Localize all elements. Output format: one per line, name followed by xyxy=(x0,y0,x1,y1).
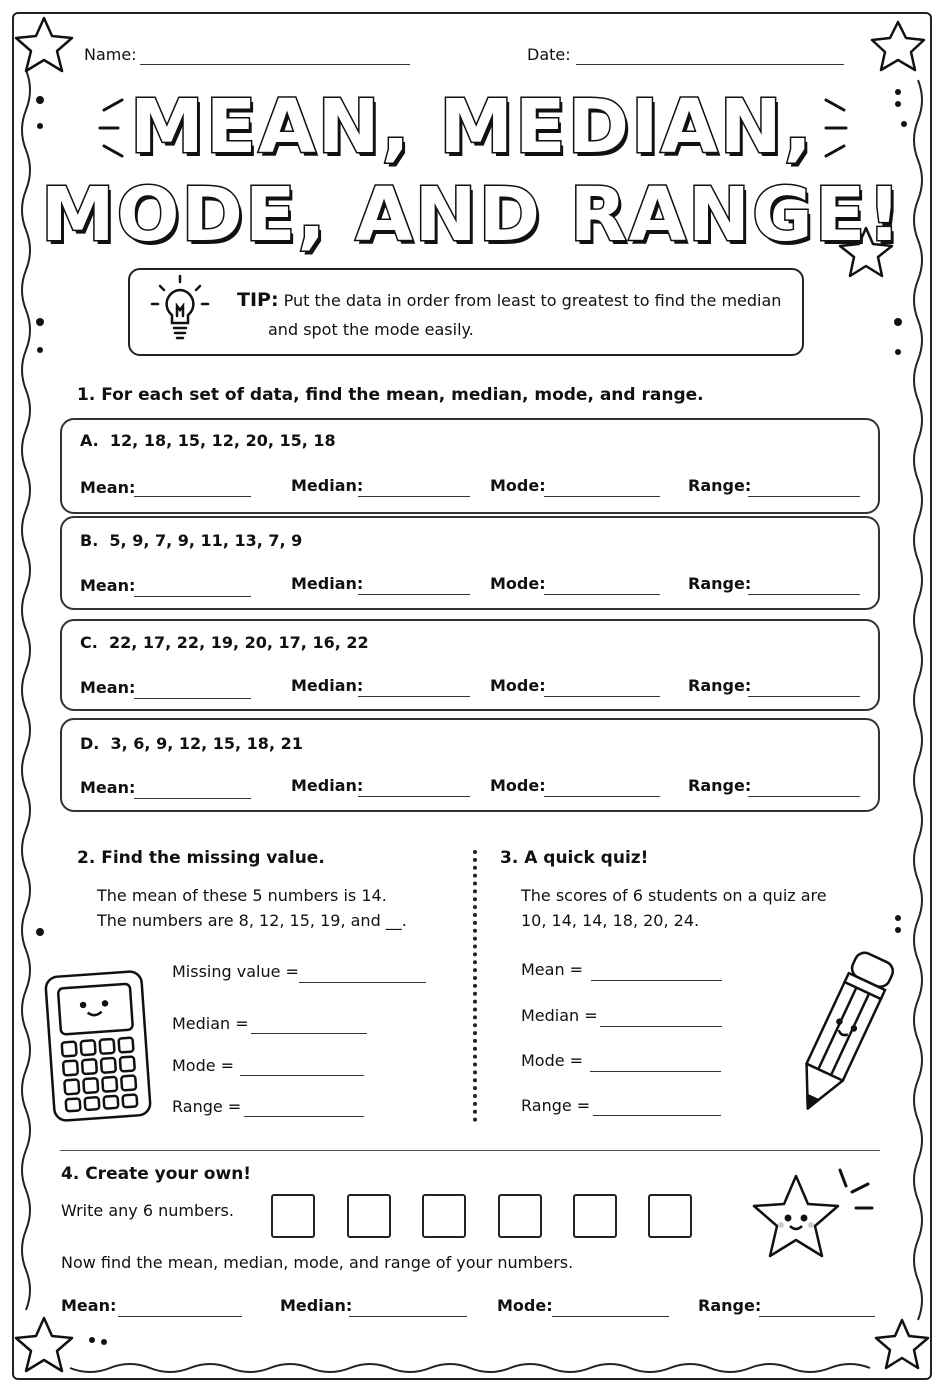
range-label: Range: xyxy=(688,776,752,795)
q3-mean-label: Mean = xyxy=(521,960,584,979)
tip-text-line-2: and spot the mode easily. xyxy=(268,320,474,339)
q2-mode-label: Mode = xyxy=(172,1056,235,1075)
missing-value-label: Missing value = xyxy=(172,962,299,981)
q2-range-label: Range = xyxy=(172,1097,242,1116)
q2-median-field[interactable] xyxy=(251,1033,367,1034)
name-label: Name: xyxy=(84,45,137,64)
q3-median-label: Median = xyxy=(521,1006,598,1025)
median-label: Median: xyxy=(291,476,364,495)
question-2-text-2: The numbers are 8, 12, 15, 19, and __. xyxy=(97,911,407,930)
mean-label: Mean: xyxy=(80,778,136,797)
question-2-text-1: The mean of these 5 numbers is 14. xyxy=(97,886,387,905)
missing-value-field[interactable] xyxy=(299,982,426,983)
number-box-2[interactable] xyxy=(347,1194,391,1238)
data-set-a: A. 12, 18, 15, 12, 20, 15, 18 xyxy=(80,431,336,450)
mean-label: Mean: xyxy=(80,576,136,595)
number-box-6[interactable] xyxy=(648,1194,692,1238)
q4-mode-label: Mode: xyxy=(497,1296,553,1315)
set-b-mean-field[interactable] xyxy=(134,596,251,597)
mean-label: Mean: xyxy=(80,478,136,497)
q4-range-label: Range: xyxy=(698,1296,762,1315)
date-label: Date: xyxy=(527,45,571,64)
wavy-border-bottom xyxy=(70,1364,870,1372)
q2-range-field[interactable] xyxy=(244,1116,364,1117)
q3-mode-label: Mode = xyxy=(521,1051,584,1070)
question-4-text: Now find the mean, median, mode, and range of your numbers. xyxy=(61,1253,574,1272)
median-label: Median: xyxy=(291,676,364,695)
set-a-mean-field[interactable] xyxy=(134,496,251,497)
smiling-star-icon xyxy=(748,1170,844,1266)
data-set-b: B. 5, 9, 7, 9, 11, 13, 7, 9 xyxy=(80,531,303,550)
question-4-title: 4. Create your own! xyxy=(61,1164,252,1184)
q3-median-field[interactable] xyxy=(600,1026,722,1027)
range-label: Range: xyxy=(688,676,752,695)
number-box-4[interactable] xyxy=(498,1194,542,1238)
median-label: Median: xyxy=(291,574,364,593)
set-d-mean-field[interactable] xyxy=(134,798,251,799)
q3-range-field[interactable] xyxy=(593,1115,721,1116)
set-d-mode-field[interactable] xyxy=(544,796,660,797)
q2-median-label: Median = xyxy=(172,1014,249,1033)
q2-mode-field[interactable] xyxy=(240,1075,364,1076)
calculator-icon xyxy=(44,968,154,1124)
set-a-range-field[interactable] xyxy=(748,496,860,497)
section-separator xyxy=(60,1150,880,1151)
question-2-title: 2. Find the missing value. xyxy=(77,848,325,868)
set-a-mode-field[interactable] xyxy=(544,496,660,497)
q4-mode-field[interactable] xyxy=(552,1316,669,1317)
name-field[interactable] xyxy=(140,64,410,65)
q3-mode-field[interactable] xyxy=(590,1071,721,1072)
range-label: Range: xyxy=(688,574,752,593)
q3-range-label: Range = xyxy=(521,1096,591,1115)
set-b-median-field[interactable] xyxy=(358,594,470,595)
mode-label: Mode: xyxy=(490,676,546,695)
tip-text-line-1: Put the data in order from least to greatest to find the median xyxy=(283,291,782,310)
q4-median-label: Median: xyxy=(280,1296,353,1315)
set-b-range-field[interactable] xyxy=(748,594,860,595)
page-title-line-1: MEAN, MEDIAN, xyxy=(130,84,814,170)
number-box-3[interactable] xyxy=(422,1194,466,1238)
set-b-mode-field[interactable] xyxy=(544,594,660,595)
q3-mean-field[interactable] xyxy=(591,980,722,981)
set-c-mean-field[interactable] xyxy=(134,698,251,699)
q4-mean-label: Mean: xyxy=(61,1296,117,1315)
date-field[interactable] xyxy=(576,64,844,65)
set-d-range-field[interactable] xyxy=(748,796,860,797)
question-3-title: 3. A quick quiz! xyxy=(500,848,649,868)
mode-label: Mode: xyxy=(490,776,546,795)
mode-label: Mode: xyxy=(490,574,546,593)
set-a-median-field[interactable] xyxy=(358,496,470,497)
question-4-instruction: Write any 6 numbers. xyxy=(61,1201,234,1220)
set-c-range-field[interactable] xyxy=(748,696,860,697)
q4-range-field[interactable] xyxy=(759,1316,875,1317)
question-3-text-1: The scores of 6 students on a quiz are xyxy=(521,886,827,905)
pencil-icon xyxy=(790,946,894,1124)
wavy-border-right xyxy=(914,80,922,1320)
number-box-1[interactable] xyxy=(271,1194,315,1238)
range-label: Range: xyxy=(688,476,752,495)
number-box-5[interactable] xyxy=(573,1194,617,1238)
q4-mean-field[interactable] xyxy=(118,1316,242,1317)
question-3-text-2: 10, 14, 14, 18, 20, 24. xyxy=(521,911,700,930)
tip-label: TIP: xyxy=(237,289,279,311)
mode-label: Mode: xyxy=(490,476,546,495)
section-divider xyxy=(473,850,477,1122)
set-c-median-field[interactable] xyxy=(358,696,470,697)
data-set-d: D. 3, 6, 9, 12, 15, 18, 21 xyxy=(80,734,303,753)
set-c-mode-field[interactable] xyxy=(544,696,660,697)
page-title-line-2: MODE, AND RANGE! xyxy=(40,172,903,258)
set-d-median-field[interactable] xyxy=(358,796,470,797)
mean-label: Mean: xyxy=(80,678,136,697)
q4-median-field[interactable] xyxy=(349,1316,467,1317)
lightbulb-icon xyxy=(148,274,212,348)
data-set-c: C. 22, 17, 22, 19, 20, 17, 16, 22 xyxy=(80,633,369,652)
question-1-title: 1. For each set of data, find the mean, median, mode, and range. xyxy=(77,385,704,405)
median-label: Median: xyxy=(291,776,364,795)
